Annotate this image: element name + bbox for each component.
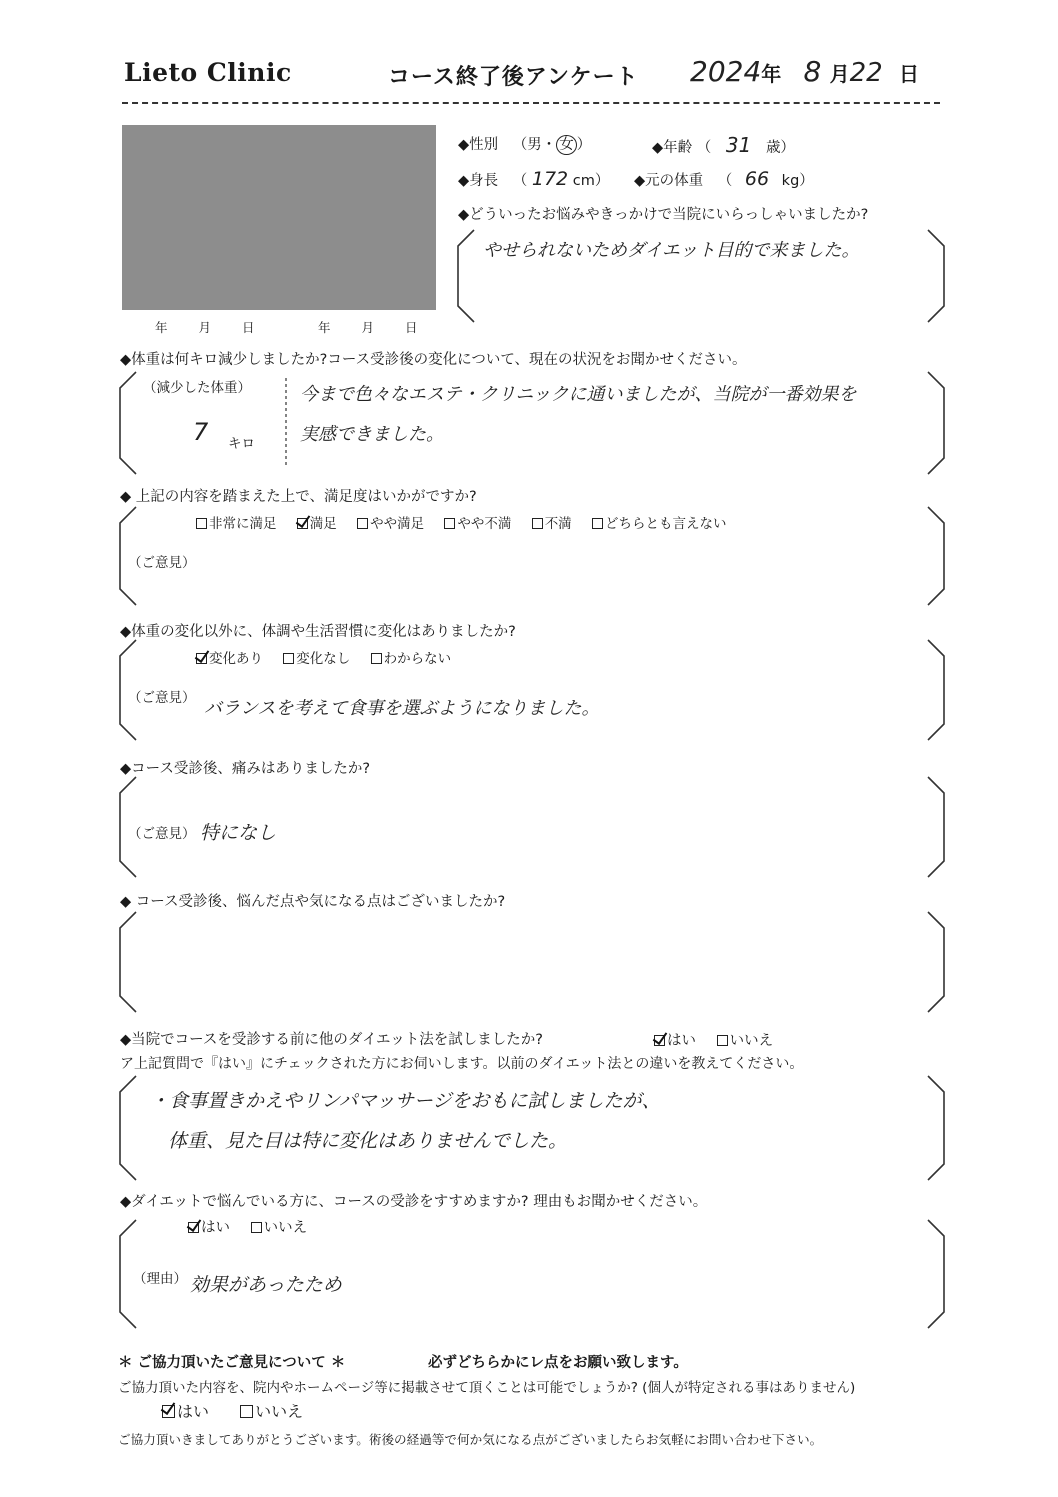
- date-month-unit: 月: [829, 62, 850, 86]
- date-day-unit: 日: [898, 62, 919, 86]
- option-no[interactable]: [717, 1033, 774, 1049]
- option-label: わからない: [383, 651, 452, 667]
- weight-question: ◆体重は何キロ減少しましたか?コース受診後の変化について、現在の状況をお聞かせください。: [120, 352, 747, 368]
- satisfaction-options: [196, 512, 742, 532]
- checkbox-icon[interactable]: [717, 1035, 728, 1046]
- gender-row: [458, 133, 591, 155]
- option-label: どちらとも言えない: [604, 516, 727, 532]
- gender-paren-open: （: [512, 137, 528, 153]
- option-unknown[interactable]: [371, 651, 452, 667]
- date-month: 8: [803, 55, 822, 88]
- option-label: 不満: [544, 516, 572, 532]
- gender-female-circled: 女: [556, 135, 577, 155]
- recommend-reason-label: （理由）: [133, 1271, 187, 1287]
- age-value: 31: [725, 133, 752, 157]
- height-paren-open: （: [512, 173, 528, 189]
- option-label: はい: [201, 1220, 230, 1236]
- checkbox-icon[interactable]: [592, 518, 603, 529]
- option-changed[interactable]: [196, 651, 263, 667]
- height-label: ◆身長: [458, 173, 499, 189]
- reduced-weight-value: 7: [193, 418, 209, 446]
- other-diet-answer-line-2: 体重、見た目は特に変化はありませんでした。: [168, 1130, 568, 1152]
- checkbox-icon[interactable]: [196, 518, 207, 529]
- option-label: 非常に満足: [209, 516, 277, 532]
- option-yes[interactable]: [162, 1402, 209, 1421]
- option-very-satisfied[interactable]: [196, 516, 277, 532]
- height-unit: cm）: [572, 173, 610, 189]
- photo-date-after: 年 月 日: [318, 320, 420, 335]
- change-question: ◆体重の変化以外に、体調や生活習慣に変化はありましたか?: [120, 624, 516, 640]
- weight-answer-line-1: 今まで色々なエステ・クリニックに通いましたが、当院が一番効果を: [300, 384, 857, 405]
- survey-date: [690, 55, 919, 88]
- date-year-unit: 年: [761, 62, 782, 86]
- satisfaction-opinion-label: （ご意見）: [128, 555, 196, 571]
- option-label: やや満足: [370, 516, 425, 532]
- other-diet-options: [654, 1029, 773, 1050]
- option-label: やや不満: [457, 516, 512, 532]
- age-paren-open: （: [696, 140, 712, 156]
- consent-question: ご協力頂いた内容を、院内やホームページ等に掲載させて頂くことは可能でしょうか? (個人が特定される事はありません): [118, 1380, 856, 1396]
- checkbox-checked-icon[interactable]: [654, 1035, 665, 1046]
- satisfaction-question: ◆ 上記の内容を踏まえた上で、満足度はいかがですか?: [120, 489, 477, 505]
- reduced-weight-label: （減少した体重）: [143, 380, 251, 396]
- option-label: 満足: [309, 516, 337, 532]
- checkbox-icon[interactable]: [444, 518, 455, 529]
- checkbox-checked-icon[interactable]: [297, 518, 308, 529]
- concern-bracket: [116, 910, 948, 1016]
- pain-answer: 特になし: [200, 822, 277, 844]
- other-diet-answer-line-1: ・食事置きかえやリンパマッサージをおもに試しましたが、: [150, 1090, 661, 1112]
- option-label: いいえ: [263, 1220, 308, 1236]
- height-value: 172: [531, 168, 569, 190]
- option-label: はい: [177, 1402, 210, 1421]
- photo-date-before: 年 月 日: [155, 320, 257, 335]
- header-divider: [122, 102, 940, 104]
- option-neutral[interactable]: [592, 516, 727, 532]
- checkbox-checked-icon[interactable]: [162, 1405, 175, 1418]
- weight-unit: kg）: [781, 173, 814, 189]
- option-no[interactable]: [240, 1402, 303, 1421]
- gender-paren-close: ）: [576, 137, 592, 153]
- other-diet-followup: ア上記質問で『はい』にチェックされた方にお伺いします。以前のダイエット法との違いを教えてください。: [120, 1056, 804, 1072]
- footer-thanks: ご協力頂いきましてありがとうございます。術後の経過等で何か気になる点がございましたらお気軽にお問い合わせ下さい。: [118, 1432, 823, 1447]
- reason-question: ◆どういったお悩みやきっかけで当院にいらっしゃいましたか?: [458, 207, 869, 223]
- age-unit: 歳）: [765, 140, 795, 156]
- option-yes[interactable]: [654, 1033, 696, 1049]
- footer-heading: ＊ ご協力頂いたご意見について ＊: [118, 1355, 346, 1371]
- weight-paren-open: （: [717, 173, 733, 189]
- option-label: 変化あり: [209, 651, 263, 667]
- change-answer: バランスを考えて食事を選ぶようになりました。: [204, 698, 600, 719]
- change-options: [196, 647, 467, 667]
- option-somewhat-dissatisfied[interactable]: [444, 516, 511, 532]
- checkbox-icon[interactable]: [283, 653, 294, 664]
- recommend-question: ◆ダイエットで悩んでいる方に、コースの受診をすすめますか? 理由もお聞かせください。: [120, 1194, 708, 1210]
- checkbox-icon[interactable]: [240, 1405, 253, 1418]
- other-diet-question: ◆当院でコースを受診する前に他のダイエット法を試しましたか?: [120, 1032, 543, 1048]
- weight-answer-line-2: 実感できました。: [300, 424, 444, 445]
- weight-row: [634, 168, 814, 190]
- weight-value: 66: [744, 168, 770, 190]
- gender-dot: ・: [541, 137, 557, 153]
- option-label: 変化なし: [296, 651, 351, 667]
- option-dissatisfied[interactable]: [532, 516, 572, 532]
- clinic-name: Lieto Clinic: [124, 58, 292, 87]
- date-year: 2024: [690, 55, 762, 88]
- consent-options: [162, 1399, 303, 1422]
- option-label: いいえ: [729, 1033, 774, 1049]
- option-no-change[interactable]: [283, 651, 350, 667]
- change-opinion-label: （ご意見）: [128, 690, 196, 706]
- option-label: はい: [667, 1033, 696, 1049]
- concern-question: ◆ コース受診後、悩んだ点や気になる点はございましたか?: [120, 894, 506, 910]
- pain-opinion-label: （ご意見）: [128, 826, 196, 842]
- reason-answer: やせられないためダイエット目的で来ました。: [483, 240, 860, 261]
- date-day: 22: [849, 58, 883, 88]
- reduced-weight-unit: キロ: [228, 436, 255, 452]
- gender-label: ◆性別: [458, 137, 499, 153]
- checkbox-icon[interactable]: [532, 518, 543, 529]
- option-somewhat-satisfied[interactable]: [357, 516, 424, 532]
- pain-question: ◆コース受診後、痛みはありましたか?: [120, 761, 371, 777]
- footer-instruction: 必ずどちらかにレ点をお願い致します。: [428, 1355, 688, 1371]
- height-row: [458, 168, 609, 190]
- age-row: [652, 133, 795, 157]
- weight-label: ◆元の体重: [634, 173, 704, 189]
- checkbox-checked-icon[interactable]: [196, 653, 207, 664]
- option-satisfied[interactable]: [297, 516, 337, 532]
- age-label: ◆年齢: [652, 140, 693, 156]
- checkbox-icon[interactable]: [357, 518, 368, 529]
- photo-placeholder: [122, 125, 436, 310]
- survey-title: コース終了後アンケート: [388, 65, 639, 90]
- recommend-answer: 効果があったため: [190, 1274, 342, 1296]
- gender-male: 男: [527, 137, 542, 153]
- checkbox-icon[interactable]: [371, 653, 382, 664]
- option-label: いいえ: [255, 1402, 304, 1421]
